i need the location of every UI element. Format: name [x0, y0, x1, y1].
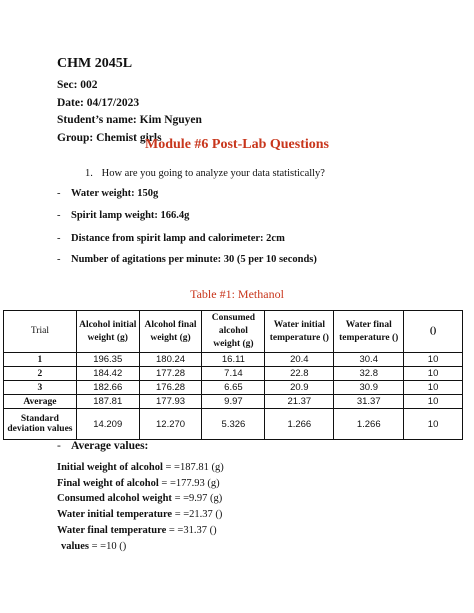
date-line: Date: 04/17/2023: [57, 97, 140, 109]
table-cell: 30.4: [334, 353, 404, 367]
table-cell: 184.42: [76, 367, 139, 381]
table-caption: Table #1: Methanol: [190, 287, 284, 301]
table-row-average: [4, 395, 463, 409]
table-cell: 14.209: [76, 409, 139, 440]
table-cell: 6.65: [202, 381, 265, 395]
group-line: Group: Chemist girls: [57, 132, 162, 144]
module-title: Module #6 Post-Lab Questions: [145, 137, 329, 152]
average-value: = =187.81 (g): [165, 462, 224, 473]
table-row: [4, 381, 463, 395]
bullet-spirit-lamp-weight: [57, 209, 189, 223]
header-cell: Water initial temperature (): [265, 311, 334, 353]
average-label: Water final temperature: [57, 525, 167, 536]
row-label-cell: Average: [4, 395, 77, 409]
bullet-text: Spirit lamp weight: 166.4g: [71, 210, 190, 221]
table-cell: 5.326: [202, 409, 265, 440]
table-cell: 176.28: [139, 381, 202, 395]
average-label: Consumed alcohol weight: [57, 493, 172, 504]
table-cell: 10: [404, 367, 463, 381]
average-value: = =10 (): [91, 541, 127, 552]
table-cell: 1.266: [334, 409, 404, 440]
row-label-cell: 1: [4, 353, 77, 367]
question-1: [85, 168, 325, 179]
table-cell: 10: [404, 381, 463, 395]
bullet-water-weight: [57, 187, 158, 201]
methanol-data-table: [3, 310, 463, 440]
bullet-text: Water weight: 150g: [71, 188, 159, 199]
table-cell: 31.37: [334, 395, 404, 409]
average-water-initial-temp: [57, 508, 222, 522]
table-cell: 177.28: [139, 367, 202, 381]
average-initial-weight: [57, 461, 224, 475]
bullet-dash: -: [57, 210, 61, 221]
table-cell: 196.35: [76, 353, 139, 367]
header-cell: (): [404, 311, 463, 353]
table-cell: 177.93: [139, 395, 202, 409]
row-label-cell: 2: [4, 367, 77, 381]
table-cell: 21.37: [265, 395, 334, 409]
table-cell: 10: [404, 409, 463, 440]
bullet-distance: [57, 232, 285, 246]
table-cell: 10: [404, 395, 463, 409]
header-cell: Consumed alcohol weight (g): [202, 311, 265, 353]
bullet-dash: -: [57, 188, 61, 199]
table-cell: 20.9: [265, 381, 334, 395]
section-line: Sec: 002: [57, 79, 98, 91]
student-name-line: Student’s name: Kim Nguyen: [57, 114, 202, 126]
question-number: 1.: [85, 168, 93, 179]
bullet-dash: -: [57, 254, 61, 265]
table-cell: 30.9: [334, 381, 404, 395]
table-cell: 12.270: [139, 409, 202, 440]
header-cell: Alcohol final weight (g): [139, 311, 202, 353]
table-cell: 1.266: [265, 409, 334, 440]
average-value: = =9.97 (g): [174, 493, 223, 504]
question-text: How are you going to analyze your data statistically?: [101, 168, 325, 179]
average-consumed-weight: [57, 492, 222, 506]
table-cell: 22.8: [265, 367, 334, 381]
header-cell: Water final temperature (): [334, 311, 404, 353]
average-value: = =31.37 (): [168, 525, 217, 536]
average-delta-values: [61, 540, 126, 554]
table-row: [4, 367, 463, 381]
table-cell: 10: [404, 353, 463, 367]
table-row-std-dev: [4, 409, 463, 440]
heading-text: Average values:: [71, 440, 149, 452]
table-cell: 187.81: [76, 395, 139, 409]
average-label: values: [61, 541, 90, 552]
average-value: = =177.93 (g): [161, 478, 220, 489]
average-label: Initial weight of alcohol: [57, 462, 163, 473]
bullet-text: Number of agitations per minute: 30 (5 per 10 seconds): [71, 254, 317, 265]
bullet-dash: -: [57, 440, 61, 452]
table-cell: 7.14: [202, 367, 265, 381]
table-cell: 20.4: [265, 353, 334, 367]
table-header-row: [4, 311, 463, 353]
table-cell: 180.24: [139, 353, 202, 367]
header-cell: Alcohol initial weight (g): [76, 311, 139, 353]
table-cell: 16.11: [202, 353, 265, 367]
course-code: CHM 2045L: [57, 56, 133, 71]
average-water-final-temp: [57, 524, 217, 538]
average-label: Final weight of alcohol: [57, 478, 159, 489]
row-label-cell: Standard deviation values: [4, 409, 77, 440]
average-value: = =21.37 (): [174, 509, 223, 520]
bullet-text: Distance from spirit lamp and calorimeter: 2cm: [71, 233, 285, 244]
table-row: [4, 353, 463, 367]
average-label: Water initial temperature: [57, 509, 173, 520]
table-cell: 9.97: [202, 395, 265, 409]
average-final-weight: [57, 477, 220, 491]
average-values-heading: [57, 440, 148, 452]
header-cell: Trial: [4, 311, 77, 353]
bullet-agitations: [57, 253, 317, 267]
row-label-cell: 3: [4, 381, 77, 395]
bullet-dash: -: [57, 233, 61, 244]
table-cell: 182.66: [76, 381, 139, 395]
table-cell: 32.8: [334, 367, 404, 381]
